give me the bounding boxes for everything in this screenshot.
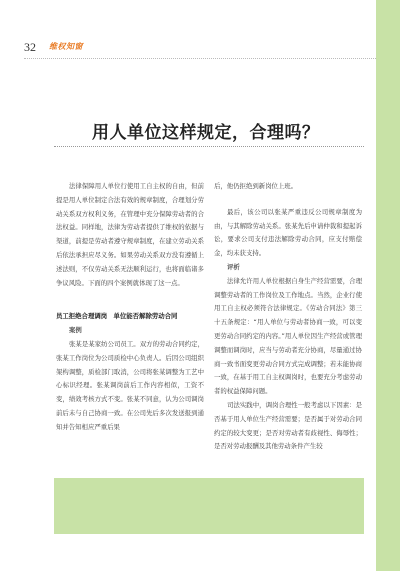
green-side-tab xyxy=(376,0,400,571)
analysis-paragraph-2: 司法实践中，调岗合理性一般考虑以下因素：是否基于用人单位生产经营需要；是否属于对劳动合同约定的较大变更；是否对劳动者有歧视性、侮辱性；是否对劳动报酬及其他劳动条件产生较 xyxy=(214,400,362,451)
header-divider xyxy=(24,58,376,59)
title-divider xyxy=(54,146,364,147)
left-column xyxy=(56,180,204,435)
green-footer-box xyxy=(54,478,364,534)
analysis-paragraph-1: 法律允许用人单位根据自身生产经营需要，合理调整劳动者的工作岗位及工作地点。当然，企业行使用工自主权必须符合法律规定。《劳动合同法》第三十五条规定：“用人单位与劳动者协商一致，可以变更劳动合同约定的内容。”用人单位因生产经营或管理调整而调岗时，应当与劳动者充分协商，尽量通过协商一致书面变更劳动合同方式完成调整；若未能协商一致，在基于用工自主权调岗时，也要充分考虑劳动者的权益保障问题。 xyxy=(214,276,362,396)
analysis-label: 评析 xyxy=(227,262,240,271)
case-outcome-paragraph: 最后，该公司以张某严重违反公司规章制度为由，与其解除劳动关系。张某先后申请仲裁和提起诉讼，要求公司支付违法解除劳动合同，应支付赔偿金，均未获支持。 xyxy=(214,207,362,258)
intro-paragraph: 法律保障用人单位行使用工自主权的自由，但前提是用人单位制定合法有效的规章制度，合理划分劳动关系双方权利义务，在管理中充分保障劳动者的合法权益。同样地，法律为劳动者提供了维权的依据与渠道，前提是劳动者遵守规章制度，在建立劳动关系后依法承担应尽义务。如果劳动关系双方没有遵循上述法则，不仅劳动关系无法顺利运行，也将面临诸多争议风险。下面的四个案例就体现了这一点。 xyxy=(56,182,204,287)
section-tag: 维权知窗 xyxy=(49,42,83,51)
section-heading: 员工拒绝合理调岗 单位能否解除劳动合同 xyxy=(56,312,178,321)
right-column xyxy=(214,180,362,454)
page-number: 32 xyxy=(24,40,36,54)
case-paragraph-continued: 后，他仍拒绝到新岗位上班。 xyxy=(214,182,298,190)
case-paragraph: 张某是某家纺公司员工。双方的劳动合同约定，张某工作岗位为公司质检中心负责人。后因公司组织架构调整，质检部门取消，公司将张某调整为工艺中心标识经理。张某调岗前后工作内容相似，工资不变，绩效考核方式不变。张某不同意，认为公司调岗前后未与自己协商一致。在公司先后多次发送报到通知并告知相应严重后果 xyxy=(56,339,204,431)
article-title: 用人单位这样规定，合理吗？ xyxy=(92,123,320,143)
case-label: 案例 xyxy=(69,326,82,335)
